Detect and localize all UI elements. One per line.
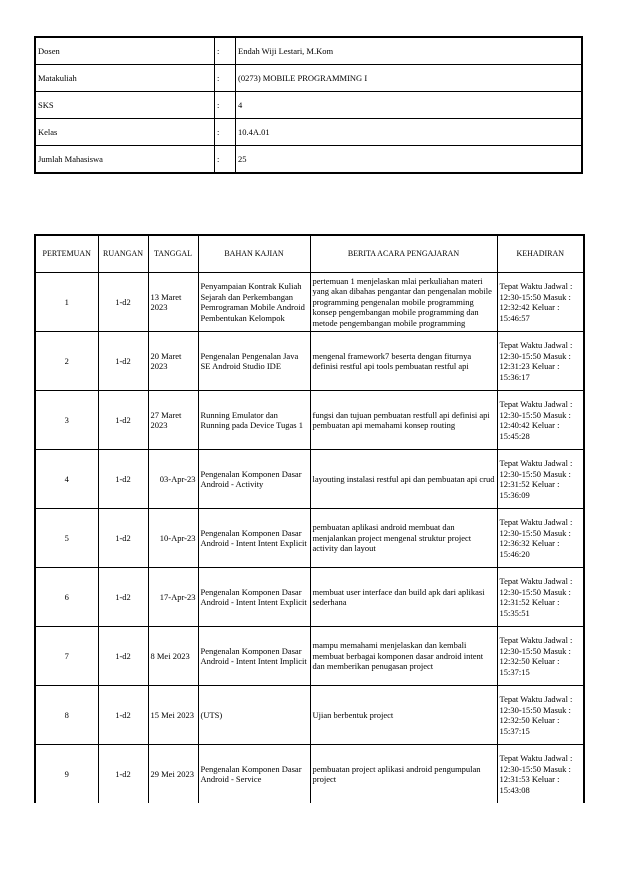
cell-kehadiran: Tepat Waktu Jadwal : 12:30-15:50 Masuk : 12:40:42 Keluar : 15:45:28 bbox=[497, 391, 584, 450]
cell-tanggal: 8 Mei 2023 bbox=[148, 627, 198, 686]
cell-kehadiran: Tepat Waktu Jadwal : 12:30-15:50 Masuk : 12:31:23 Keluar : 15:36:17 bbox=[497, 332, 584, 391]
cell-pertemuan: 6 bbox=[35, 568, 98, 627]
cell-kehadiran: Tepat Waktu Jadwal : 12:30-15:50 Masuk : 12:32:50 Keluar : 15:37:15 bbox=[497, 686, 584, 745]
info-separator: : bbox=[215, 37, 236, 65]
cell-berita-acara: fungsi dan tujuan pembuatan restfull api definisi api pembuatan api memahami konsep routing bbox=[310, 391, 497, 450]
cell-bahan-kajian: Pengenalan Komponen Dasar Android - Intent Intent Explicit bbox=[198, 568, 310, 627]
info-value: 25 bbox=[236, 146, 583, 174]
cell-berita-acara: mengenal framework7 beserta dengan fiturnya definisi restful api tools pembuatan restful api bbox=[310, 332, 497, 391]
cell-berita-acara: pembuatan project aplikasi android pengumpulan project bbox=[310, 745, 497, 804]
cell-kehadiran: Tepat Waktu Jadwal : 12:30-15:50 Masuk : 12:32:50 Keluar : 15:37:15 bbox=[497, 627, 584, 686]
header-kehadiran: KEHADIRAN bbox=[497, 235, 584, 273]
table-row bbox=[35, 509, 584, 568]
table-row bbox=[35, 745, 584, 804]
cell-kehadiran: Tepat Waktu Jadwal : 12:30-15:50 Masuk : 12:36:32 Keluar : 15:46:20 bbox=[497, 509, 584, 568]
info-row bbox=[35, 37, 582, 65]
cell-ruangan: 1-d2 bbox=[98, 391, 148, 450]
info-label: Dosen bbox=[35, 37, 215, 65]
cell-pertemuan: 7 bbox=[35, 627, 98, 686]
course-info-table bbox=[34, 36, 583, 174]
cell-kehadiran: Tepat Waktu Jadwal : 12:30-15:50 Masuk : 12:32:42 Keluar : 15:46:57 bbox=[497, 273, 584, 332]
cell-bahan-kajian: Pengenalan Pengenalan Java SE Android Studio IDE bbox=[198, 332, 310, 391]
header-tanggal: TANGGAL bbox=[148, 235, 198, 273]
cell-ruangan: 1-d2 bbox=[98, 273, 148, 332]
cell-berita-acara: pertemuan 1 menjelaskan mlai perkuliahan materi yang akan dibahas pengantar dan pengenalan mobile programming pengenalan mobile programming konsep pengembangan mobile programming dan metode pengembangan mobile programming bbox=[310, 273, 497, 332]
cell-pertemuan: 9 bbox=[35, 745, 98, 804]
info-label: Matakuliah bbox=[35, 65, 215, 92]
info-row bbox=[35, 119, 582, 146]
cell-bahan-kajian: Penyampaian Kontrak Kuliah Sejarah dan Perkembangan Pemrograman Mobile Android Pembentukan Kelompok bbox=[198, 273, 310, 332]
cell-tanggal: 29 Mei 2023 bbox=[148, 745, 198, 804]
info-value: Endah Wiji Lestari, M.Kom bbox=[236, 37, 583, 65]
info-value: (0273) MOBILE PROGRAMMING I bbox=[236, 65, 583, 92]
cell-tanggal: 10-Apr-23 bbox=[148, 509, 198, 568]
table-row bbox=[35, 450, 584, 509]
cell-pertemuan: 5 bbox=[35, 509, 98, 568]
cell-berita-acara: pembuatan aplikasi android membuat dan menjalankan project mengenal struktur project activity dan layout bbox=[310, 509, 497, 568]
info-separator: : bbox=[215, 92, 236, 119]
info-separator: : bbox=[215, 65, 236, 92]
cell-ruangan: 1-d2 bbox=[98, 745, 148, 804]
cell-berita-acara: layouting instalasi restful api dan pembuatan api crud bbox=[310, 450, 497, 509]
header-bahan-kajian: BAHAN KAJIAN bbox=[198, 235, 310, 273]
header-row bbox=[35, 235, 584, 273]
table-row bbox=[35, 686, 584, 745]
cell-kehadiran: Tepat Waktu Jadwal : 12:30-15:50 Masuk : 12:31:52 Keluar : 15:36:09 bbox=[497, 450, 584, 509]
cell-tanggal: 17-Apr-23 bbox=[148, 568, 198, 627]
table-row bbox=[35, 332, 584, 391]
table-row bbox=[35, 391, 584, 450]
cell-tanggal: 20 Maret 2023 bbox=[148, 332, 198, 391]
cell-ruangan: 1-d2 bbox=[98, 627, 148, 686]
header-berita-acara: BERITA ACARA PENGAJARAN bbox=[310, 235, 497, 273]
cell-berita-acara: mampu memahami menjelaskan dan kembali membuat berbagai komponen dasar android intent dan memberikan penugasan project bbox=[310, 627, 497, 686]
info-value: 4 bbox=[236, 92, 583, 119]
cell-ruangan: 1-d2 bbox=[98, 686, 148, 745]
cell-ruangan: 1-d2 bbox=[98, 332, 148, 391]
cell-bahan-kajian: Pengenalan Komponen Dasar Android - Intent Intent Explicit bbox=[198, 509, 310, 568]
cell-ruangan: 1-d2 bbox=[98, 450, 148, 509]
info-label: Kelas bbox=[35, 119, 215, 146]
cell-bahan-kajian: Running Emulator dan Running pada Device Tugas 1 bbox=[198, 391, 310, 450]
info-row bbox=[35, 146, 582, 174]
attendance-table bbox=[34, 234, 585, 803]
header-ruangan: RUANGAN bbox=[98, 235, 148, 273]
cell-tanggal: 15 Mei 2023 bbox=[148, 686, 198, 745]
cell-bahan-kajian: Pengenalan Komponen Dasar Android - Activity bbox=[198, 450, 310, 509]
cell-kehadiran: Tepat Waktu Jadwal : 12:30-15:50 Masuk : 12:31:52 Keluar : 15:35:51 bbox=[497, 568, 584, 627]
cell-tanggal: 27 Maret 2023 bbox=[148, 391, 198, 450]
cell-berita-acara: membuat user interface dan build apk dari aplikasi sederhana bbox=[310, 568, 497, 627]
table-row bbox=[35, 627, 584, 686]
info-row bbox=[35, 92, 582, 119]
info-row bbox=[35, 65, 582, 92]
cell-bahan-kajian: (UTS) bbox=[198, 686, 310, 745]
info-separator: : bbox=[215, 119, 236, 146]
cell-ruangan: 1-d2 bbox=[98, 509, 148, 568]
cell-tanggal: 13 Maret 2023 bbox=[148, 273, 198, 332]
table-row bbox=[35, 273, 584, 332]
cell-pertemuan: 8 bbox=[35, 686, 98, 745]
cell-kehadiran: Tepat Waktu Jadwal : 12:30-15:50 Masuk : 12:31:53 Keluar : 15:43:08 bbox=[497, 745, 584, 804]
cell-berita-acara: Ujian berbentuk project bbox=[310, 686, 497, 745]
info-value: 10.4A.01 bbox=[236, 119, 583, 146]
cell-pertemuan: 4 bbox=[35, 450, 98, 509]
cell-bahan-kajian: Pengenalan Komponen Dasar Android - Intent Intent Implicit bbox=[198, 627, 310, 686]
cell-ruangan: 1-d2 bbox=[98, 568, 148, 627]
header-pertemuan: PERTEMUAN bbox=[35, 235, 98, 273]
cell-pertemuan: 1 bbox=[35, 273, 98, 332]
cell-pertemuan: 2 bbox=[35, 332, 98, 391]
cell-tanggal: 03-Apr-23 bbox=[148, 450, 198, 509]
cell-pertemuan: 3 bbox=[35, 391, 98, 450]
info-label: SKS bbox=[35, 92, 215, 119]
info-separator: : bbox=[215, 146, 236, 174]
table-row bbox=[35, 568, 584, 627]
cell-bahan-kajian: Pengenalan Komponen Dasar Android - Service bbox=[198, 745, 310, 804]
info-label: Jumlah Mahasiswa bbox=[35, 146, 215, 174]
